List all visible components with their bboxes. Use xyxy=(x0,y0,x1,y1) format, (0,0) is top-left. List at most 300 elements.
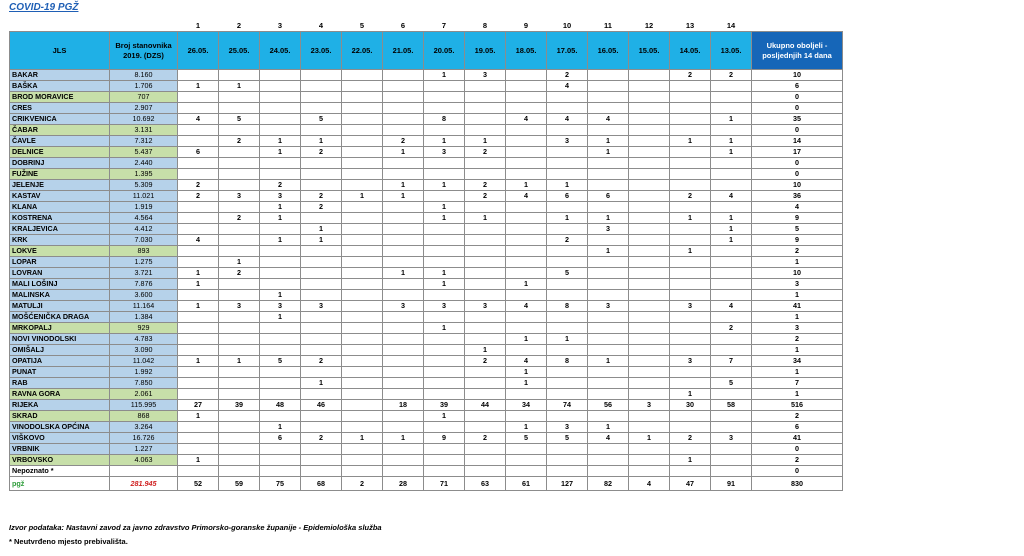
case-cell xyxy=(260,268,301,279)
case-cell xyxy=(670,323,711,334)
case-cell: 1 xyxy=(342,433,383,444)
case-cell xyxy=(178,378,219,389)
case-cell xyxy=(465,290,506,301)
header-row xyxy=(10,32,843,70)
case-cell: 8 xyxy=(547,301,588,312)
case-cell: 1 xyxy=(711,213,752,224)
municipality-name: OPATIJA xyxy=(10,356,110,367)
case-cell xyxy=(506,136,547,147)
case-cell xyxy=(219,202,260,213)
case-cell xyxy=(465,158,506,169)
case-cell xyxy=(178,136,219,147)
case-cell xyxy=(465,246,506,257)
case-cell xyxy=(465,411,506,422)
case-cell xyxy=(588,367,629,378)
case-cell: 1 xyxy=(301,224,342,235)
table-row xyxy=(10,92,843,103)
case-cell: 1 xyxy=(219,356,260,367)
case-cell xyxy=(301,103,342,114)
case-cell xyxy=(342,224,383,235)
population-cell: 11.042 xyxy=(110,356,178,367)
population-cell: 5.437 xyxy=(110,147,178,158)
total-cell: 0 xyxy=(752,444,843,455)
total-cell: 14 xyxy=(752,136,843,147)
total-cell: 0 xyxy=(752,158,843,169)
date-header: 22.05. xyxy=(342,32,383,70)
case-cell xyxy=(629,114,670,125)
date-header: 23.05. xyxy=(301,32,342,70)
case-cell: 4 xyxy=(178,114,219,125)
case-cell xyxy=(506,312,547,323)
case-cell: 1 xyxy=(711,147,752,158)
case-cell xyxy=(219,422,260,433)
case-cell: 3 xyxy=(424,147,465,158)
case-cell xyxy=(178,312,219,323)
case-cell xyxy=(547,169,588,180)
case-cell xyxy=(301,334,342,345)
total-cell: 516 xyxy=(752,400,843,411)
column-number: 13 xyxy=(670,20,711,32)
total-cell: 10 xyxy=(752,180,843,191)
case-cell xyxy=(711,158,752,169)
population-cell: 707 xyxy=(110,92,178,103)
case-cell xyxy=(219,180,260,191)
case-cell xyxy=(301,345,342,356)
case-cell xyxy=(260,345,301,356)
case-cell: 1 xyxy=(506,378,547,389)
case-cell xyxy=(711,257,752,268)
case-cell xyxy=(711,290,752,301)
case-cell xyxy=(465,312,506,323)
table-row xyxy=(10,301,843,312)
case-cell xyxy=(588,290,629,301)
municipality-name: BROD MORAVICE xyxy=(10,92,110,103)
case-cell xyxy=(588,257,629,268)
table-row xyxy=(10,147,843,158)
covid-table xyxy=(9,20,843,491)
case-cell: 1 xyxy=(547,180,588,191)
case-cell xyxy=(506,235,547,246)
case-cell: 1 xyxy=(588,356,629,367)
case-cell xyxy=(383,345,424,356)
case-cell xyxy=(178,169,219,180)
municipality-name: MALI LOŠINJ xyxy=(10,279,110,290)
case-cell xyxy=(424,125,465,136)
case-cell xyxy=(383,334,424,345)
case-cell: 5 xyxy=(547,433,588,444)
case-cell xyxy=(342,279,383,290)
case-cell xyxy=(178,323,219,334)
total-cell: 1 xyxy=(752,312,843,323)
case-cell xyxy=(219,378,260,389)
column-number-row xyxy=(10,20,843,32)
case-cell xyxy=(670,103,711,114)
case-cell: 4 xyxy=(506,191,547,202)
case-cell xyxy=(424,92,465,103)
case-cell xyxy=(342,70,383,81)
population-cell: 2.907 xyxy=(110,103,178,114)
case-cell xyxy=(547,345,588,356)
case-cell: 74 xyxy=(547,400,588,411)
case-cell: 4 xyxy=(588,433,629,444)
case-cell xyxy=(506,290,547,301)
case-cell xyxy=(301,411,342,422)
municipality-name: JELENJE xyxy=(10,180,110,191)
case-cell: 1 xyxy=(260,213,301,224)
case-cell: 1 xyxy=(424,70,465,81)
case-cell xyxy=(588,312,629,323)
case-cell xyxy=(260,81,301,92)
table-row xyxy=(10,466,843,477)
table-row xyxy=(10,158,843,169)
case-cell xyxy=(711,444,752,455)
table-row xyxy=(10,180,843,191)
sum-row xyxy=(10,477,843,491)
case-cell xyxy=(301,213,342,224)
case-cell xyxy=(506,224,547,235)
population-header: Broj stanovnika 2019. (DZS) xyxy=(110,32,178,70)
case-cell xyxy=(506,389,547,400)
case-cell xyxy=(465,279,506,290)
case-cell xyxy=(588,378,629,389)
case-cell xyxy=(383,125,424,136)
table-row xyxy=(10,312,843,323)
case-cell xyxy=(301,323,342,334)
case-cell xyxy=(465,455,506,466)
case-cell xyxy=(342,158,383,169)
case-cell xyxy=(260,378,301,389)
case-cell xyxy=(260,169,301,180)
case-cell: 3 xyxy=(219,191,260,202)
case-cell: 2 xyxy=(383,136,424,147)
population-cell: 1.706 xyxy=(110,81,178,92)
case-cell xyxy=(383,114,424,125)
sum-label: pgž xyxy=(10,477,110,491)
case-cell xyxy=(506,444,547,455)
case-cell xyxy=(670,378,711,389)
sum-cell: 2 xyxy=(342,477,383,491)
population-cell: 893 xyxy=(110,246,178,257)
case-cell xyxy=(588,411,629,422)
case-cell: 4 xyxy=(588,114,629,125)
case-cell: 1 xyxy=(383,191,424,202)
case-cell xyxy=(629,180,670,191)
case-cell xyxy=(547,312,588,323)
total-cell: 1 xyxy=(752,290,843,301)
case-cell: 1 xyxy=(424,323,465,334)
case-cell xyxy=(178,433,219,444)
population-cell: 11.164 xyxy=(110,301,178,312)
case-cell: 4 xyxy=(178,235,219,246)
case-cell xyxy=(424,235,465,246)
case-cell: 2 xyxy=(670,433,711,444)
case-cell xyxy=(629,411,670,422)
case-cell: 2 xyxy=(465,191,506,202)
case-cell xyxy=(219,147,260,158)
case-cell xyxy=(506,411,547,422)
case-cell: 3 xyxy=(670,301,711,312)
municipality-name: ČABAR xyxy=(10,125,110,136)
case-cell xyxy=(588,279,629,290)
case-cell: 48 xyxy=(260,400,301,411)
table-row xyxy=(10,213,843,224)
case-cell xyxy=(465,422,506,433)
case-cell xyxy=(629,279,670,290)
case-cell xyxy=(342,378,383,389)
case-cell xyxy=(301,455,342,466)
case-cell xyxy=(588,345,629,356)
case-cell xyxy=(465,92,506,103)
case-cell xyxy=(424,334,465,345)
case-cell xyxy=(465,334,506,345)
case-cell xyxy=(301,257,342,268)
case-cell: 6 xyxy=(547,191,588,202)
case-cell: 1 xyxy=(301,136,342,147)
case-cell: 1 xyxy=(424,180,465,191)
case-cell xyxy=(301,169,342,180)
case-cell xyxy=(219,279,260,290)
total-cell: 10 xyxy=(752,70,843,81)
sum-cell: 52 xyxy=(178,477,219,491)
case-cell xyxy=(506,81,547,92)
case-cell: 1 xyxy=(670,136,711,147)
case-cell: 3 xyxy=(547,136,588,147)
case-cell: 1 xyxy=(424,279,465,290)
municipality-name: MALINSKA xyxy=(10,290,110,301)
case-cell xyxy=(219,70,260,81)
date-header: 24.05. xyxy=(260,32,301,70)
column-number: 6 xyxy=(383,20,424,32)
table-row xyxy=(10,268,843,279)
table-row xyxy=(10,81,843,92)
population-cell xyxy=(110,466,178,477)
case-cell xyxy=(465,169,506,180)
case-cell xyxy=(465,224,506,235)
case-cell xyxy=(670,466,711,477)
sum-cell: 28 xyxy=(383,477,424,491)
case-cell xyxy=(219,224,260,235)
case-cell xyxy=(506,202,547,213)
case-cell xyxy=(383,235,424,246)
table-row xyxy=(10,136,843,147)
date-header: 25.05. xyxy=(219,32,260,70)
case-cell xyxy=(465,235,506,246)
case-cell xyxy=(383,422,424,433)
case-cell xyxy=(260,224,301,235)
case-cell xyxy=(178,246,219,257)
case-cell xyxy=(547,389,588,400)
case-cell: 1 xyxy=(219,257,260,268)
table-row xyxy=(10,224,843,235)
case-cell xyxy=(260,367,301,378)
case-cell: 1 xyxy=(178,411,219,422)
case-cell: 2 xyxy=(465,180,506,191)
case-cell: 8 xyxy=(547,356,588,367)
case-cell: 1 xyxy=(260,290,301,301)
case-cell: 2 xyxy=(670,191,711,202)
case-cell: 4 xyxy=(547,81,588,92)
table-row xyxy=(10,191,843,202)
table-row xyxy=(10,400,843,411)
table-row xyxy=(10,290,843,301)
case-cell xyxy=(178,103,219,114)
sum-cell: 4 xyxy=(629,477,670,491)
column-number: 1 xyxy=(178,20,219,32)
municipality-name: KASTAV xyxy=(10,191,110,202)
source-note: Izvor podataka: Nastavni zavod za javno zdravstvo Primorsko-goranske županije - Epidemiološka služba xyxy=(9,523,382,532)
case-cell: 2 xyxy=(301,202,342,213)
case-cell xyxy=(629,202,670,213)
case-cell: 1 xyxy=(506,367,547,378)
case-cell xyxy=(301,81,342,92)
case-cell xyxy=(629,70,670,81)
case-cell xyxy=(178,125,219,136)
date-header: 19.05. xyxy=(465,32,506,70)
municipality-name: KOSTRENA xyxy=(10,213,110,224)
case-cell xyxy=(629,444,670,455)
case-cell xyxy=(342,180,383,191)
case-cell: 2 xyxy=(301,191,342,202)
case-cell xyxy=(383,257,424,268)
case-cell: 2 xyxy=(547,70,588,81)
case-cell: 4 xyxy=(506,114,547,125)
municipality-name: MRKOPALJ xyxy=(10,323,110,334)
case-cell xyxy=(424,367,465,378)
population-cell: 4.412 xyxy=(110,224,178,235)
case-cell xyxy=(670,444,711,455)
case-cell xyxy=(465,268,506,279)
case-cell xyxy=(588,389,629,400)
footnote: * Neutvrđeno mjesto prebivališta. xyxy=(9,537,128,546)
case-cell xyxy=(670,92,711,103)
case-cell xyxy=(711,81,752,92)
case-cell xyxy=(219,334,260,345)
case-cell xyxy=(383,411,424,422)
case-cell xyxy=(383,158,424,169)
case-cell xyxy=(424,356,465,367)
case-cell xyxy=(547,279,588,290)
population-cell: 1.395 xyxy=(110,169,178,180)
municipality-name: VINODOLSKA OPĆINA xyxy=(10,422,110,433)
case-cell xyxy=(629,268,670,279)
case-cell xyxy=(260,257,301,268)
case-cell xyxy=(301,158,342,169)
sum-cell: 75 xyxy=(260,477,301,491)
case-cell xyxy=(629,213,670,224)
case-cell: 3 xyxy=(588,301,629,312)
case-cell: 1 xyxy=(383,147,424,158)
case-cell: 27 xyxy=(178,400,219,411)
case-cell xyxy=(506,455,547,466)
case-cell: 1 xyxy=(506,422,547,433)
case-cell xyxy=(506,70,547,81)
case-cell: 1 xyxy=(506,279,547,290)
column-number: 8 xyxy=(465,20,506,32)
case-cell xyxy=(670,411,711,422)
municipality-name: LOKVE xyxy=(10,246,110,257)
case-cell xyxy=(383,103,424,114)
population-cell: 2.440 xyxy=(110,158,178,169)
total-cell: 0 xyxy=(752,92,843,103)
case-cell xyxy=(588,125,629,136)
table-row xyxy=(10,70,843,81)
case-cell xyxy=(588,158,629,169)
table-row xyxy=(10,114,843,125)
table-row xyxy=(10,433,843,444)
total-cell: 0 xyxy=(752,466,843,477)
case-cell xyxy=(588,202,629,213)
case-cell xyxy=(670,125,711,136)
case-cell xyxy=(383,466,424,477)
case-cell xyxy=(219,246,260,257)
municipality-name: RAVNA GORA xyxy=(10,389,110,400)
population-cell: 1.384 xyxy=(110,312,178,323)
column-number: 7 xyxy=(424,20,465,32)
case-cell xyxy=(629,422,670,433)
case-cell xyxy=(219,411,260,422)
case-cell xyxy=(383,81,424,92)
case-cell xyxy=(424,466,465,477)
total-cell: 3 xyxy=(752,323,843,334)
case-cell: 1 xyxy=(670,246,711,257)
case-cell xyxy=(219,444,260,455)
case-cell xyxy=(711,103,752,114)
case-cell xyxy=(629,455,670,466)
table-row xyxy=(10,345,843,356)
municipality-name: CRIKVENICA xyxy=(10,114,110,125)
population-cell: 7.312 xyxy=(110,136,178,147)
case-cell xyxy=(547,378,588,389)
total-cell: 34 xyxy=(752,356,843,367)
case-cell xyxy=(711,367,752,378)
case-cell: 5 xyxy=(547,268,588,279)
case-cell: 2 xyxy=(465,356,506,367)
municipality-name: LOPAR xyxy=(10,257,110,268)
case-cell xyxy=(260,158,301,169)
case-cell xyxy=(506,147,547,158)
case-cell xyxy=(424,290,465,301)
case-cell: 1 xyxy=(178,279,219,290)
case-cell: 3 xyxy=(588,224,629,235)
date-header: 13.05. xyxy=(711,32,752,70)
case-cell xyxy=(219,169,260,180)
case-cell: 1 xyxy=(711,114,752,125)
case-cell xyxy=(629,356,670,367)
case-cell xyxy=(301,92,342,103)
case-cell xyxy=(629,224,670,235)
case-cell xyxy=(629,125,670,136)
case-cell: 1 xyxy=(178,356,219,367)
case-cell xyxy=(342,466,383,477)
case-cell xyxy=(342,92,383,103)
case-cell xyxy=(629,169,670,180)
population-cell: 11.021 xyxy=(110,191,178,202)
case-cell: 1 xyxy=(260,235,301,246)
case-cell: 1 xyxy=(424,136,465,147)
case-cell: 1 xyxy=(260,136,301,147)
total-cell: 2 xyxy=(752,411,843,422)
case-cell xyxy=(301,246,342,257)
case-cell: 46 xyxy=(301,400,342,411)
case-cell xyxy=(219,367,260,378)
case-cell xyxy=(383,92,424,103)
case-cell xyxy=(301,279,342,290)
case-cell xyxy=(588,70,629,81)
population-cell: 7.850 xyxy=(110,378,178,389)
case-cell: 9 xyxy=(424,433,465,444)
municipality-name: DOBRINJ xyxy=(10,158,110,169)
case-cell xyxy=(219,92,260,103)
